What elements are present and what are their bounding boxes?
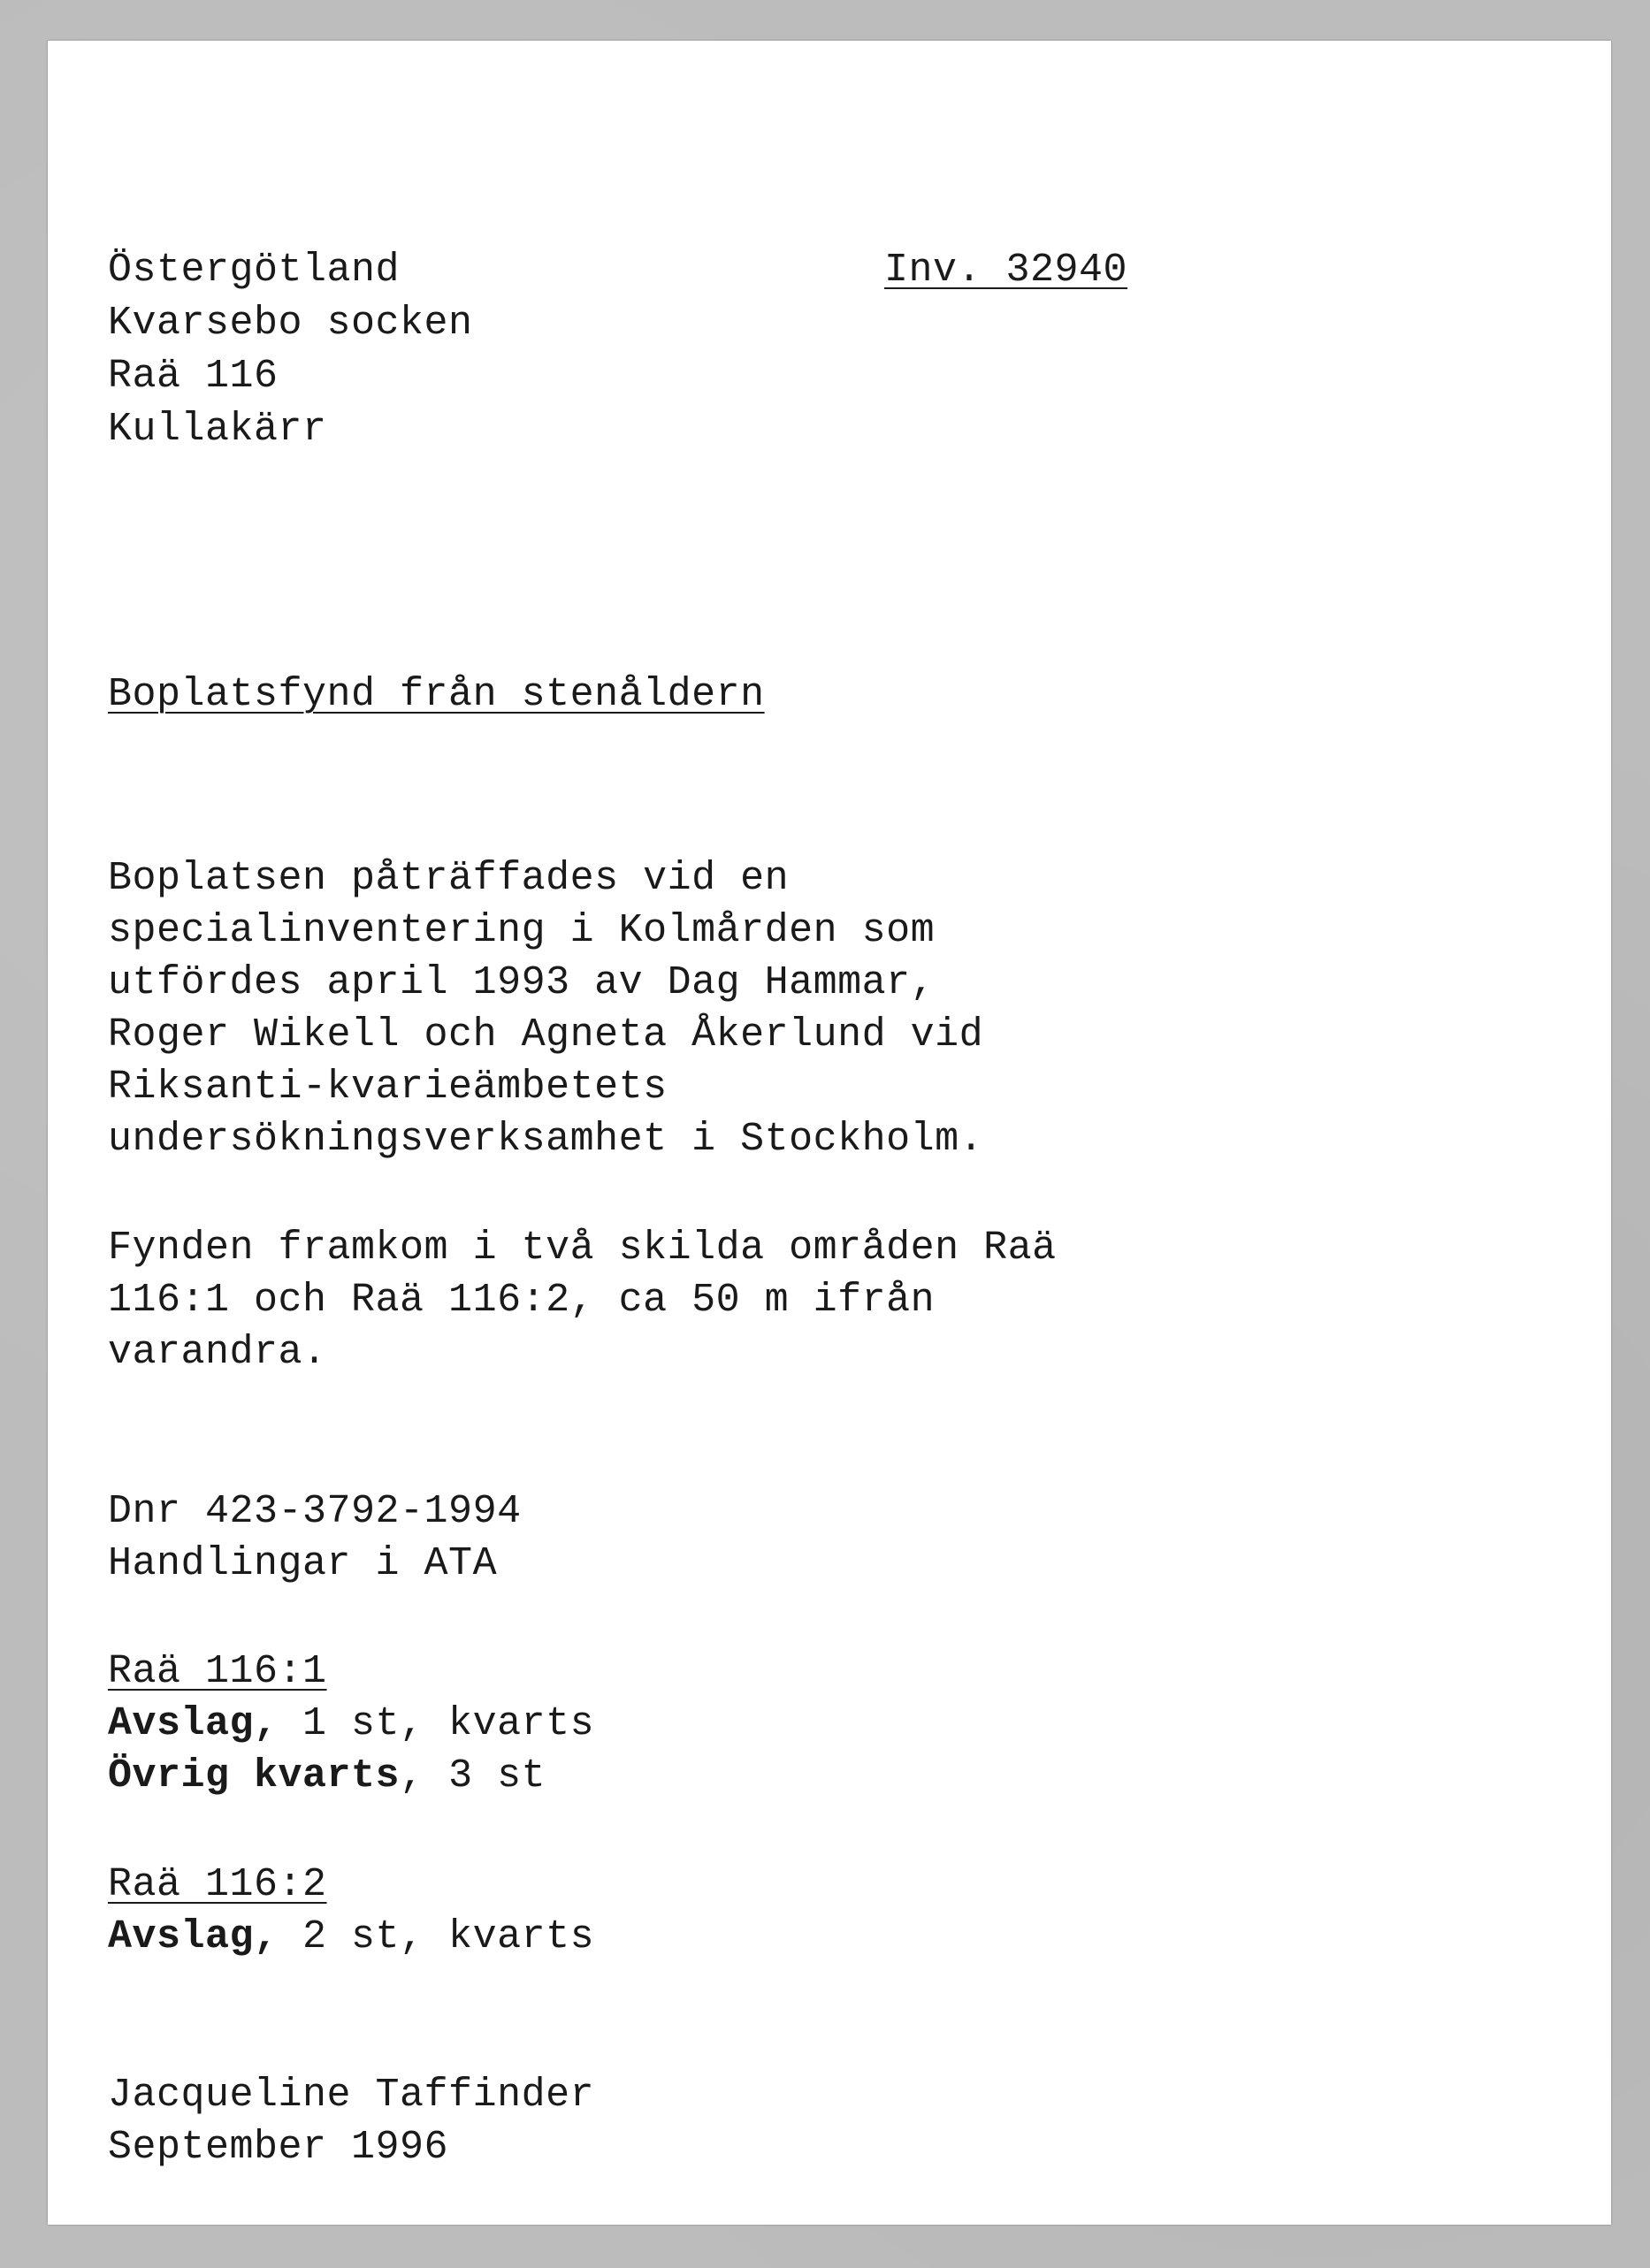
paragraph-line: 116:1 och Raä 116:2, ca 50 m ifrån xyxy=(108,1278,936,1323)
paragraph-line: Roger Wikell och Agneta Åkerlund vid xyxy=(108,1012,984,1058)
find-site-heading: Raä 116:2 xyxy=(108,1862,327,1907)
find-item-detail: 1 st, kvarts xyxy=(278,1701,595,1746)
document-page xyxy=(48,41,1611,2225)
find-item-name: Övrig kvarts xyxy=(108,1753,401,1798)
find-item-detail: 2 st, kvarts xyxy=(278,1914,595,1959)
paragraph-line: utfördes april 1993 av Dag Hammar, xyxy=(108,960,936,1005)
find-item-name: Avslag, xyxy=(108,1701,279,1746)
paragraph-line: Boplatsen påträffades vid en xyxy=(108,856,790,901)
signature-date: September 1996 xyxy=(108,2125,449,2170)
location-raa-number: Raä 116 xyxy=(108,354,279,399)
location-county: Östergötland xyxy=(108,248,401,293)
paragraph-line: varandra. xyxy=(108,1330,327,1375)
find-item-detail: , 3 st xyxy=(400,1753,546,1798)
location-parish: Kvarsebo socken xyxy=(108,301,473,346)
signature-author: Jacqueline Taffinder xyxy=(108,2073,595,2118)
find-item xyxy=(108,1698,594,1751)
find-item xyxy=(108,1911,594,1964)
paragraph-line: Riksanti-kvarieämbetets xyxy=(108,1065,668,1110)
find-site-heading: Raä 116:1 xyxy=(108,1649,327,1694)
find-item xyxy=(108,1750,546,1803)
document-title: Boplatsfynd från stenåldern xyxy=(108,672,765,717)
reference-dnr: Dnr 423-3792-1994 xyxy=(108,1489,522,1534)
location-place-name: Kullakärr xyxy=(108,407,327,452)
paragraph-line: undersökningsverksamhet i Stockholm. xyxy=(108,1117,984,1162)
paragraph-line: Fynden framkom i två skilda områden Raä xyxy=(108,1226,1057,1271)
paragraph-line: specialinventering i Kolmården som xyxy=(108,908,936,953)
reference-archive: Handlingar i ATA xyxy=(108,1541,498,1586)
inventory-number: Inv. 32940 xyxy=(884,248,1128,293)
find-item-name: Avslag, xyxy=(108,1914,279,1959)
